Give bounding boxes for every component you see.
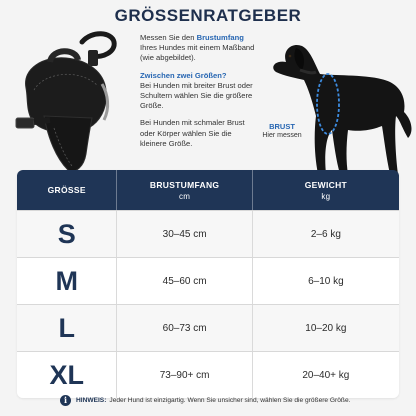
hint-label: HINWEIS: <box>76 396 107 404</box>
between-sizes-tip: Zwischen zwei Größen? Bei Hunden mit breiter Brust oder Schultern wählen Sie die größere Größe. <box>140 71 258 112</box>
table-row <box>17 210 399 257</box>
measure-instruction: Messen Sie den Brustumfang Ihres Hundes mit einem Maßband (wie abgebildet). <box>140 33 255 63</box>
chest-measure-label: BRUST Hier messen <box>262 122 302 139</box>
weight-cell: 2–6 kg <box>252 211 399 257</box>
info-icon: i <box>60 395 71 406</box>
chest-highlight: Brustumfang <box>196 33 244 42</box>
weight-cell: 6–10 kg <box>252 258 399 304</box>
narrow-chest-tip: Bei Hunden mit schmaler Brust oder Körper wählen Sie die kleinere Größe. <box>140 118 245 148</box>
hint-text: Jeder Hund ist einzigartig. Wenn Sie unsicher sind, wählen Sie die größere Größe. <box>109 396 351 404</box>
size-table <box>17 170 399 398</box>
header-chest: BRUSTUMFANG cm <box>116 170 251 210</box>
table-body <box>17 210 399 398</box>
sizing-instructions <box>140 33 258 156</box>
dog-image <box>256 20 416 190</box>
size-cell: S <box>57 218 76 249</box>
size-cell: M <box>55 265 78 296</box>
between-sizes-question: Zwischen zwei Größen? <box>140 70 227 80</box>
size-cell: L <box>58 312 75 343</box>
table-header <box>17 170 399 210</box>
table-row <box>17 257 399 304</box>
harness-image <box>4 28 134 178</box>
chest-cell: 45–60 cm <box>116 258 251 304</box>
hint-note <box>60 391 390 409</box>
weight-cell: 20–40+ kg <box>252 352 399 398</box>
chest-cell: 73–90+ cm <box>116 352 251 398</box>
table-row <box>17 304 399 351</box>
chest-cell: 30–45 cm <box>116 211 251 257</box>
header-size: GRÖSSE <box>47 185 86 195</box>
page-title: GRÖSSENRATGEBER <box>114 6 302 25</box>
header-weight: GEWICHT kg <box>252 170 399 210</box>
size-cell: XL <box>49 359 84 390</box>
chest-cell: 60–73 cm <box>116 305 251 351</box>
weight-cell: 10–20 kg <box>252 305 399 351</box>
